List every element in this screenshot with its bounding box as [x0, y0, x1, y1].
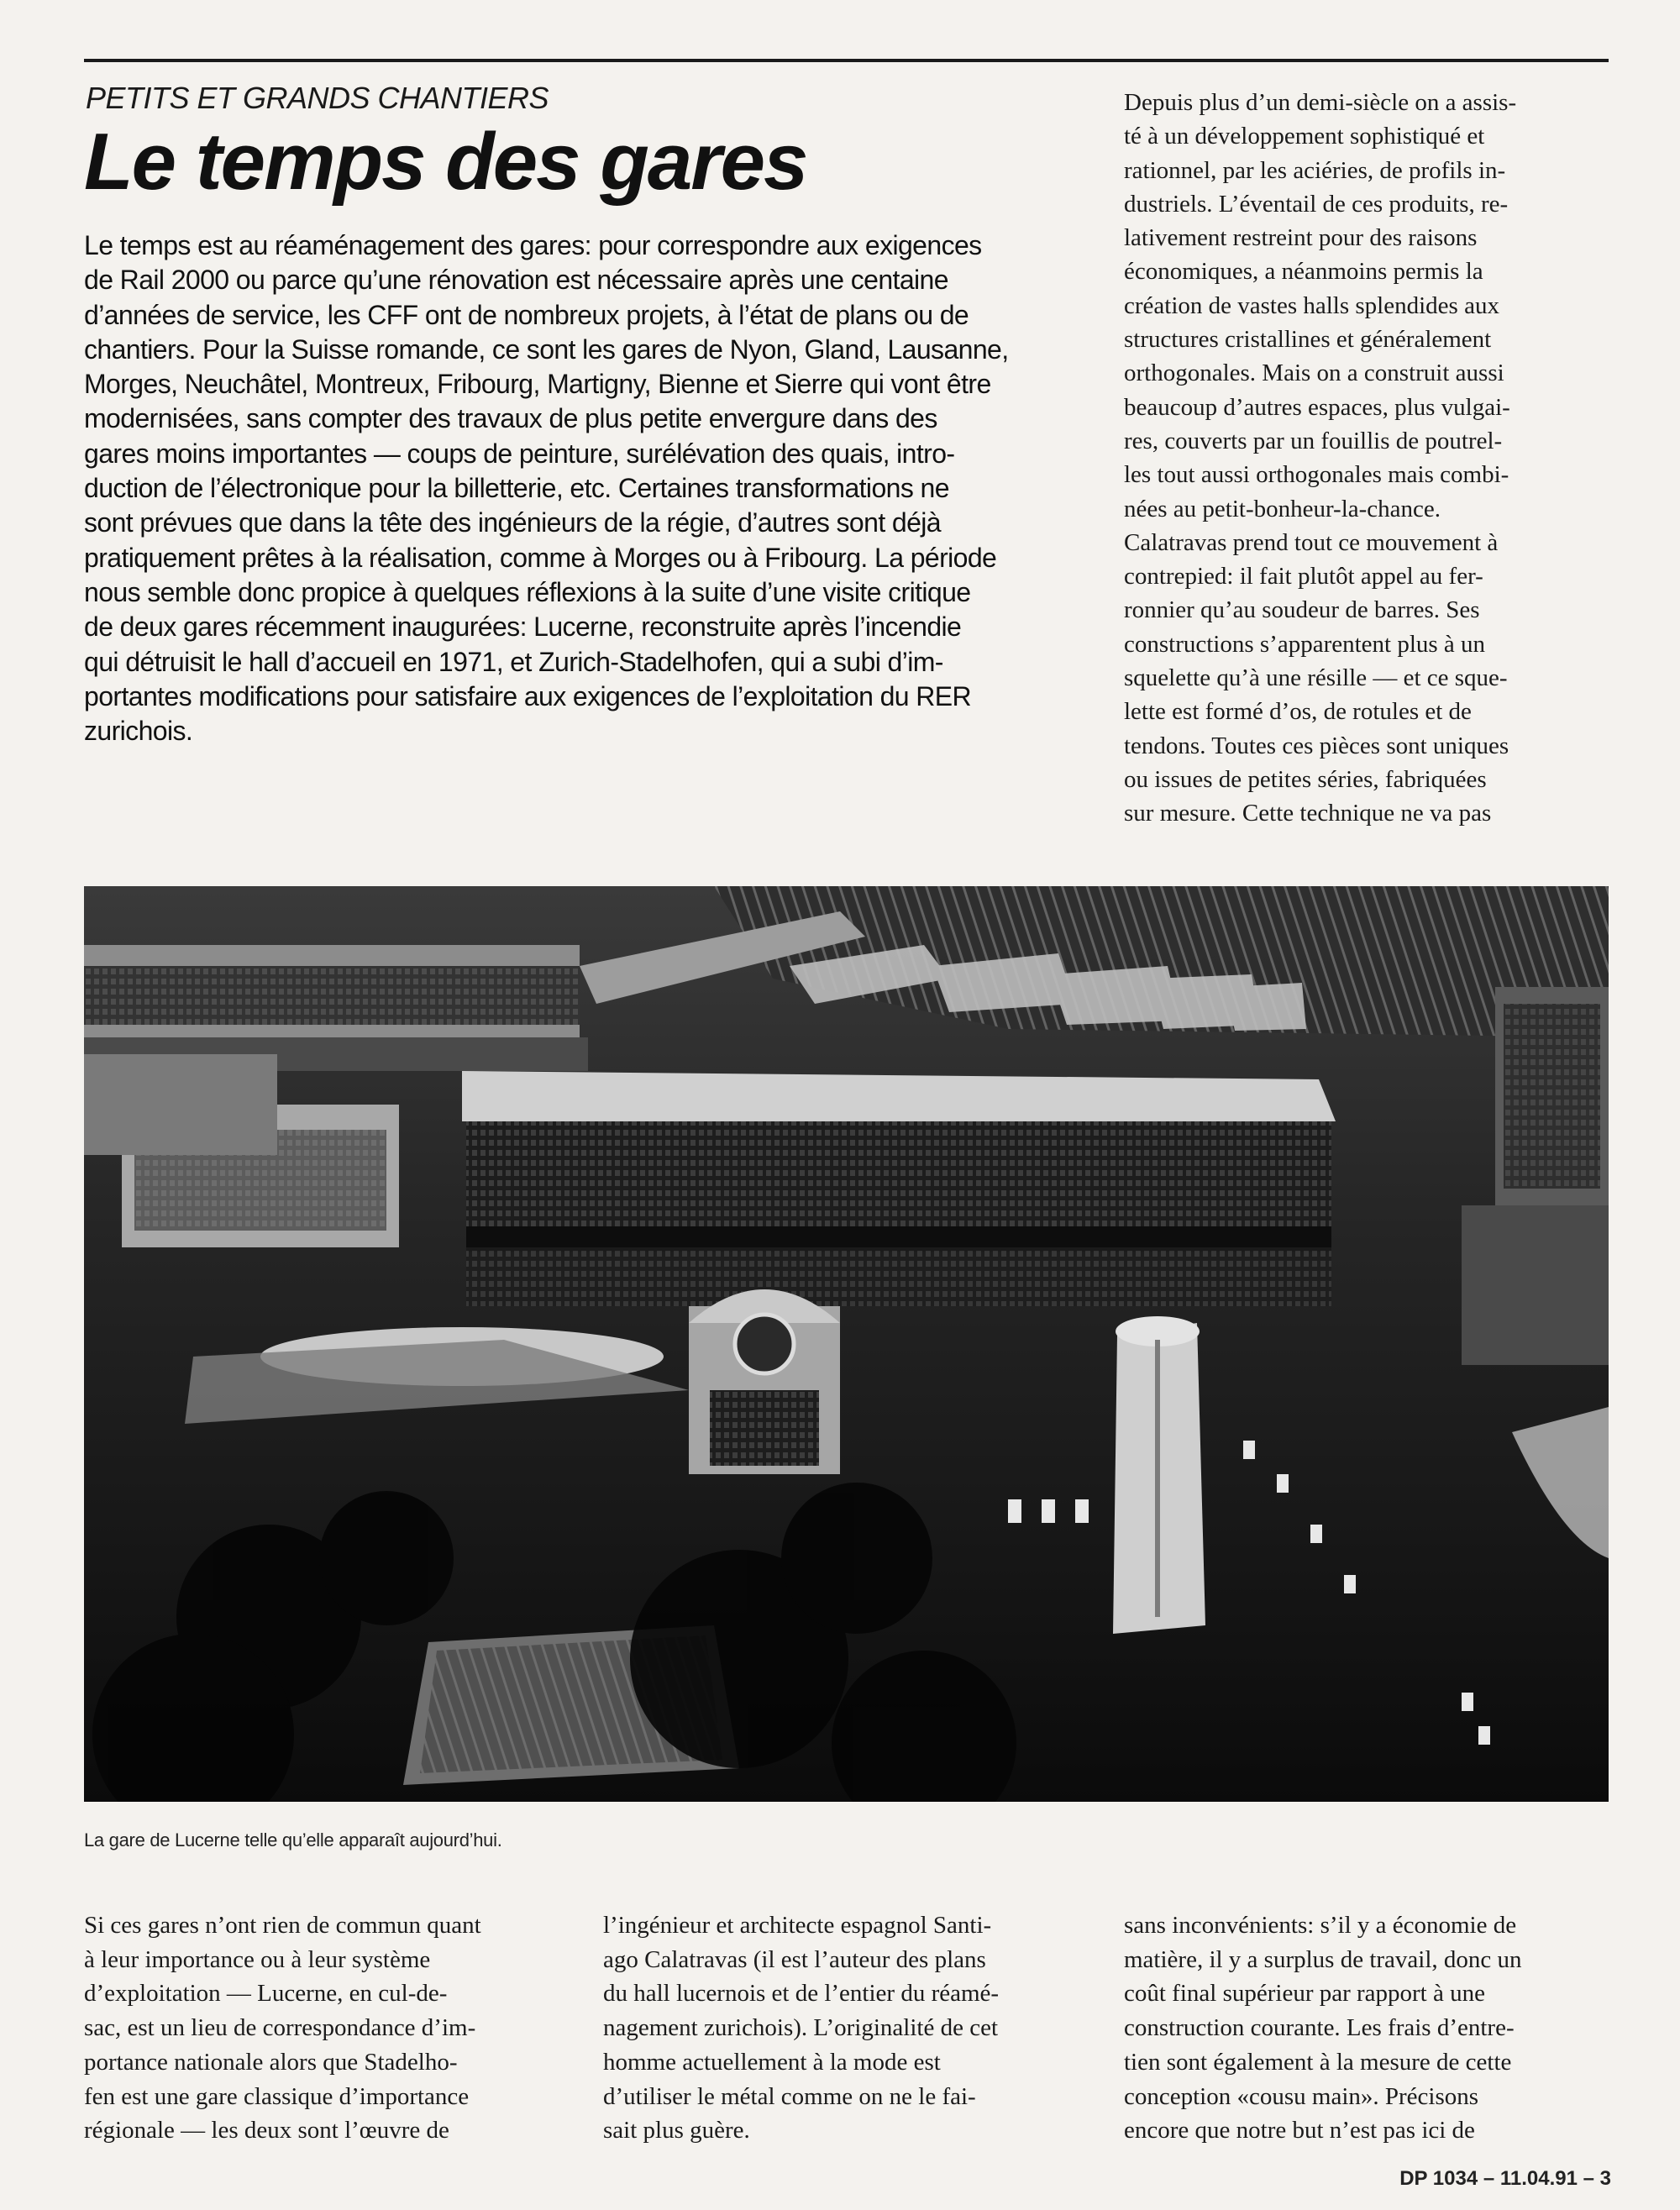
- body-line: création de vastes halls splendides aux: [1124, 291, 1499, 319]
- body-line: dustriels. L’éventail de ces produits, re-: [1124, 190, 1509, 218]
- body-line: sans inconvénients: s’il y a économie de: [1124, 1912, 1517, 1939]
- lead-line: gares moins importantes — coups de peinture, surélévation des quais, intro-: [84, 438, 955, 469]
- body-line: à leur importance ou à leur système: [84, 1945, 431, 1973]
- lead-line: Morges, Neuchâtel, Montreux, Fribourg, Martigny, Bienne et Sierre qui vont être: [84, 369, 991, 400]
- body-line: régionale — les deux sont l’œuvre de: [84, 2117, 449, 2144]
- lead-line: portantes modifications pour satisfaire aux exigences de l’exploitation du RER: [84, 680, 972, 711]
- lead-line: d’années de service, les CFF ont de nombreux projets, à l’état de plans ou de: [84, 299, 969, 330]
- body-line: structures cristallines et généralement: [1124, 326, 1492, 354]
- lead-line: de deux gares récemment inaugurées: Lucerne, reconstruite après l’incendie: [84, 612, 962, 643]
- lead-line: modernisées, sans compter des travaux de plus petite envergure dans des: [84, 403, 937, 434]
- body-line: lette est formé d’os, de rotules et de: [1124, 698, 1472, 726]
- body-line: l’ingénieur et architecte espagnol Santi-: [603, 1912, 992, 1939]
- body-line: Depuis plus d’un demi-siècle on a assis-: [1124, 89, 1517, 116]
- body-line: tien sont également à la mesure de cette: [1124, 2048, 1512, 2076]
- body-column-bottom-2: [603, 1908, 1090, 2148]
- body-line: encore que notre but n’est pas ici de: [1124, 2117, 1475, 2144]
- body-line: homme actuellement à la mode est: [603, 2048, 941, 2076]
- body-line: Si ces gares n’ont rien de commun quant: [84, 1912, 481, 1939]
- body-line: du hall lucernois et de l’entier du réamé-: [603, 1980, 1000, 2008]
- body-line: Calatravas prend tout ce mouvement à: [1124, 528, 1499, 556]
- lead-line: qui détruisit le hall d’accueil en 1971, et Zurich-Stadelhofen, qui a subi d’im-: [84, 646, 943, 677]
- top-rule: [84, 59, 1609, 62]
- lead-line: de Rail 2000 ou parce qu’une rénovation est nécessaire après une centaine: [84, 265, 948, 296]
- page-folio: DP 1034 – 11.04.91 – 3: [1399, 2167, 1611, 2190]
- body-line: ago Calatravas (il est l’auteur des plans: [603, 1945, 986, 1973]
- body-line: nagement zurichois). L’originalité de cet: [603, 2014, 999, 2042]
- body-line: sac, est un lieu de correspondance d’im-: [84, 2014, 476, 2042]
- body-line: coût final supérieur par rapport à une: [1124, 1980, 1485, 2008]
- body-line: té à un développement sophistiqué et: [1124, 123, 1485, 150]
- section-kicker: PETITS ET GRANDS CHANTIERS: [86, 81, 549, 115]
- body-column-bottom-3: [1124, 1908, 1611, 2148]
- lucerne-station-photo: [84, 886, 1609, 1802]
- body-line: ou issues de petites séries, fabriquées: [1124, 765, 1487, 793]
- body-line: les tout aussi orthogonales mais combi-: [1124, 461, 1509, 489]
- body-line: fen est une gare classique d’importance: [84, 2082, 470, 2110]
- body-line: sur mesure. Cette technique ne va pas: [1124, 800, 1492, 827]
- body-line: d’utiliser le métal comme on ne le fai-: [603, 2082, 976, 2110]
- body-line: contrepied: il fait plutôt appel au fer-: [1124, 563, 1483, 591]
- body-line: matière, il y a surplus de travail, donc un: [1124, 1945, 1522, 1973]
- lead-line: sont prévues que dans la tête des ingénieurs de la régie, d’autres sont déjà: [84, 507, 941, 538]
- photo-caption: La gare de Lucerne telle qu’elle apparaît aujourd’hui.: [84, 1829, 502, 1850]
- body-line: rationnel, par les aciéries, de profils in-: [1124, 156, 1506, 184]
- body-line: constructions s’apparentent plus à un: [1124, 630, 1486, 658]
- body-line: construction courante. Les frais d’entre-: [1124, 2014, 1515, 2042]
- lead-line: duction de l’électronique pour la billetterie, etc. Certaines transformations ne: [84, 473, 949, 504]
- body-line: sait plus guère.: [603, 2117, 750, 2144]
- lead-line: zurichois.: [84, 716, 193, 747]
- lead-line: pratiquement prêtes à la réalisation, comme à Morges ou à Fribourg. La période: [84, 542, 997, 573]
- body-line: économiques, a néanmoins permis la: [1124, 258, 1483, 286]
- body-line: nées au petit-bonheur-la-chance.: [1124, 495, 1441, 522]
- body-line: tendons. Toutes ces pièces sont uniques: [1124, 732, 1509, 759]
- body-line: beaucoup d’autres espaces, plus vulgai-: [1124, 393, 1510, 421]
- lead-paragraph: [84, 228, 1092, 748]
- article-title: Le temps des gares: [84, 117, 807, 207]
- lead-line: chantiers. Pour la Suisse romande, ce sont les gares de Nyon, Gland, Lausanne,: [84, 333, 1009, 365]
- body-line: ronnier qu’au soudeur de barres. Ses: [1124, 596, 1480, 624]
- body-line: squelette qu’à une résille — et ce sque-: [1124, 664, 1508, 692]
- aerial-photo-illustration: [84, 886, 1609, 1802]
- body-column-bottom-1: [84, 1908, 571, 2148]
- body-line: lativement restreint pour des raisons: [1124, 224, 1478, 252]
- body-line: portance nationale alors que Stadelho-: [84, 2048, 458, 2076]
- lead-line: Le temps est au réaménagement des gares: pour correspondre aux exigences: [84, 230, 982, 260]
- body-line: d’exploitation — Lucerne, en cul-de-: [84, 1980, 448, 2008]
- body-column-right-top: [1124, 86, 1611, 831]
- body-line: res, couverts par un fouillis de poutrel-: [1124, 427, 1503, 454]
- body-line: conception «cousu main». Précisons: [1124, 2082, 1479, 2110]
- lead-line: nous semble donc propice à quelques réflexions à la suite d’une visite critique: [84, 576, 971, 607]
- body-line: orthogonales. Mais on a construit aussi: [1124, 360, 1504, 387]
